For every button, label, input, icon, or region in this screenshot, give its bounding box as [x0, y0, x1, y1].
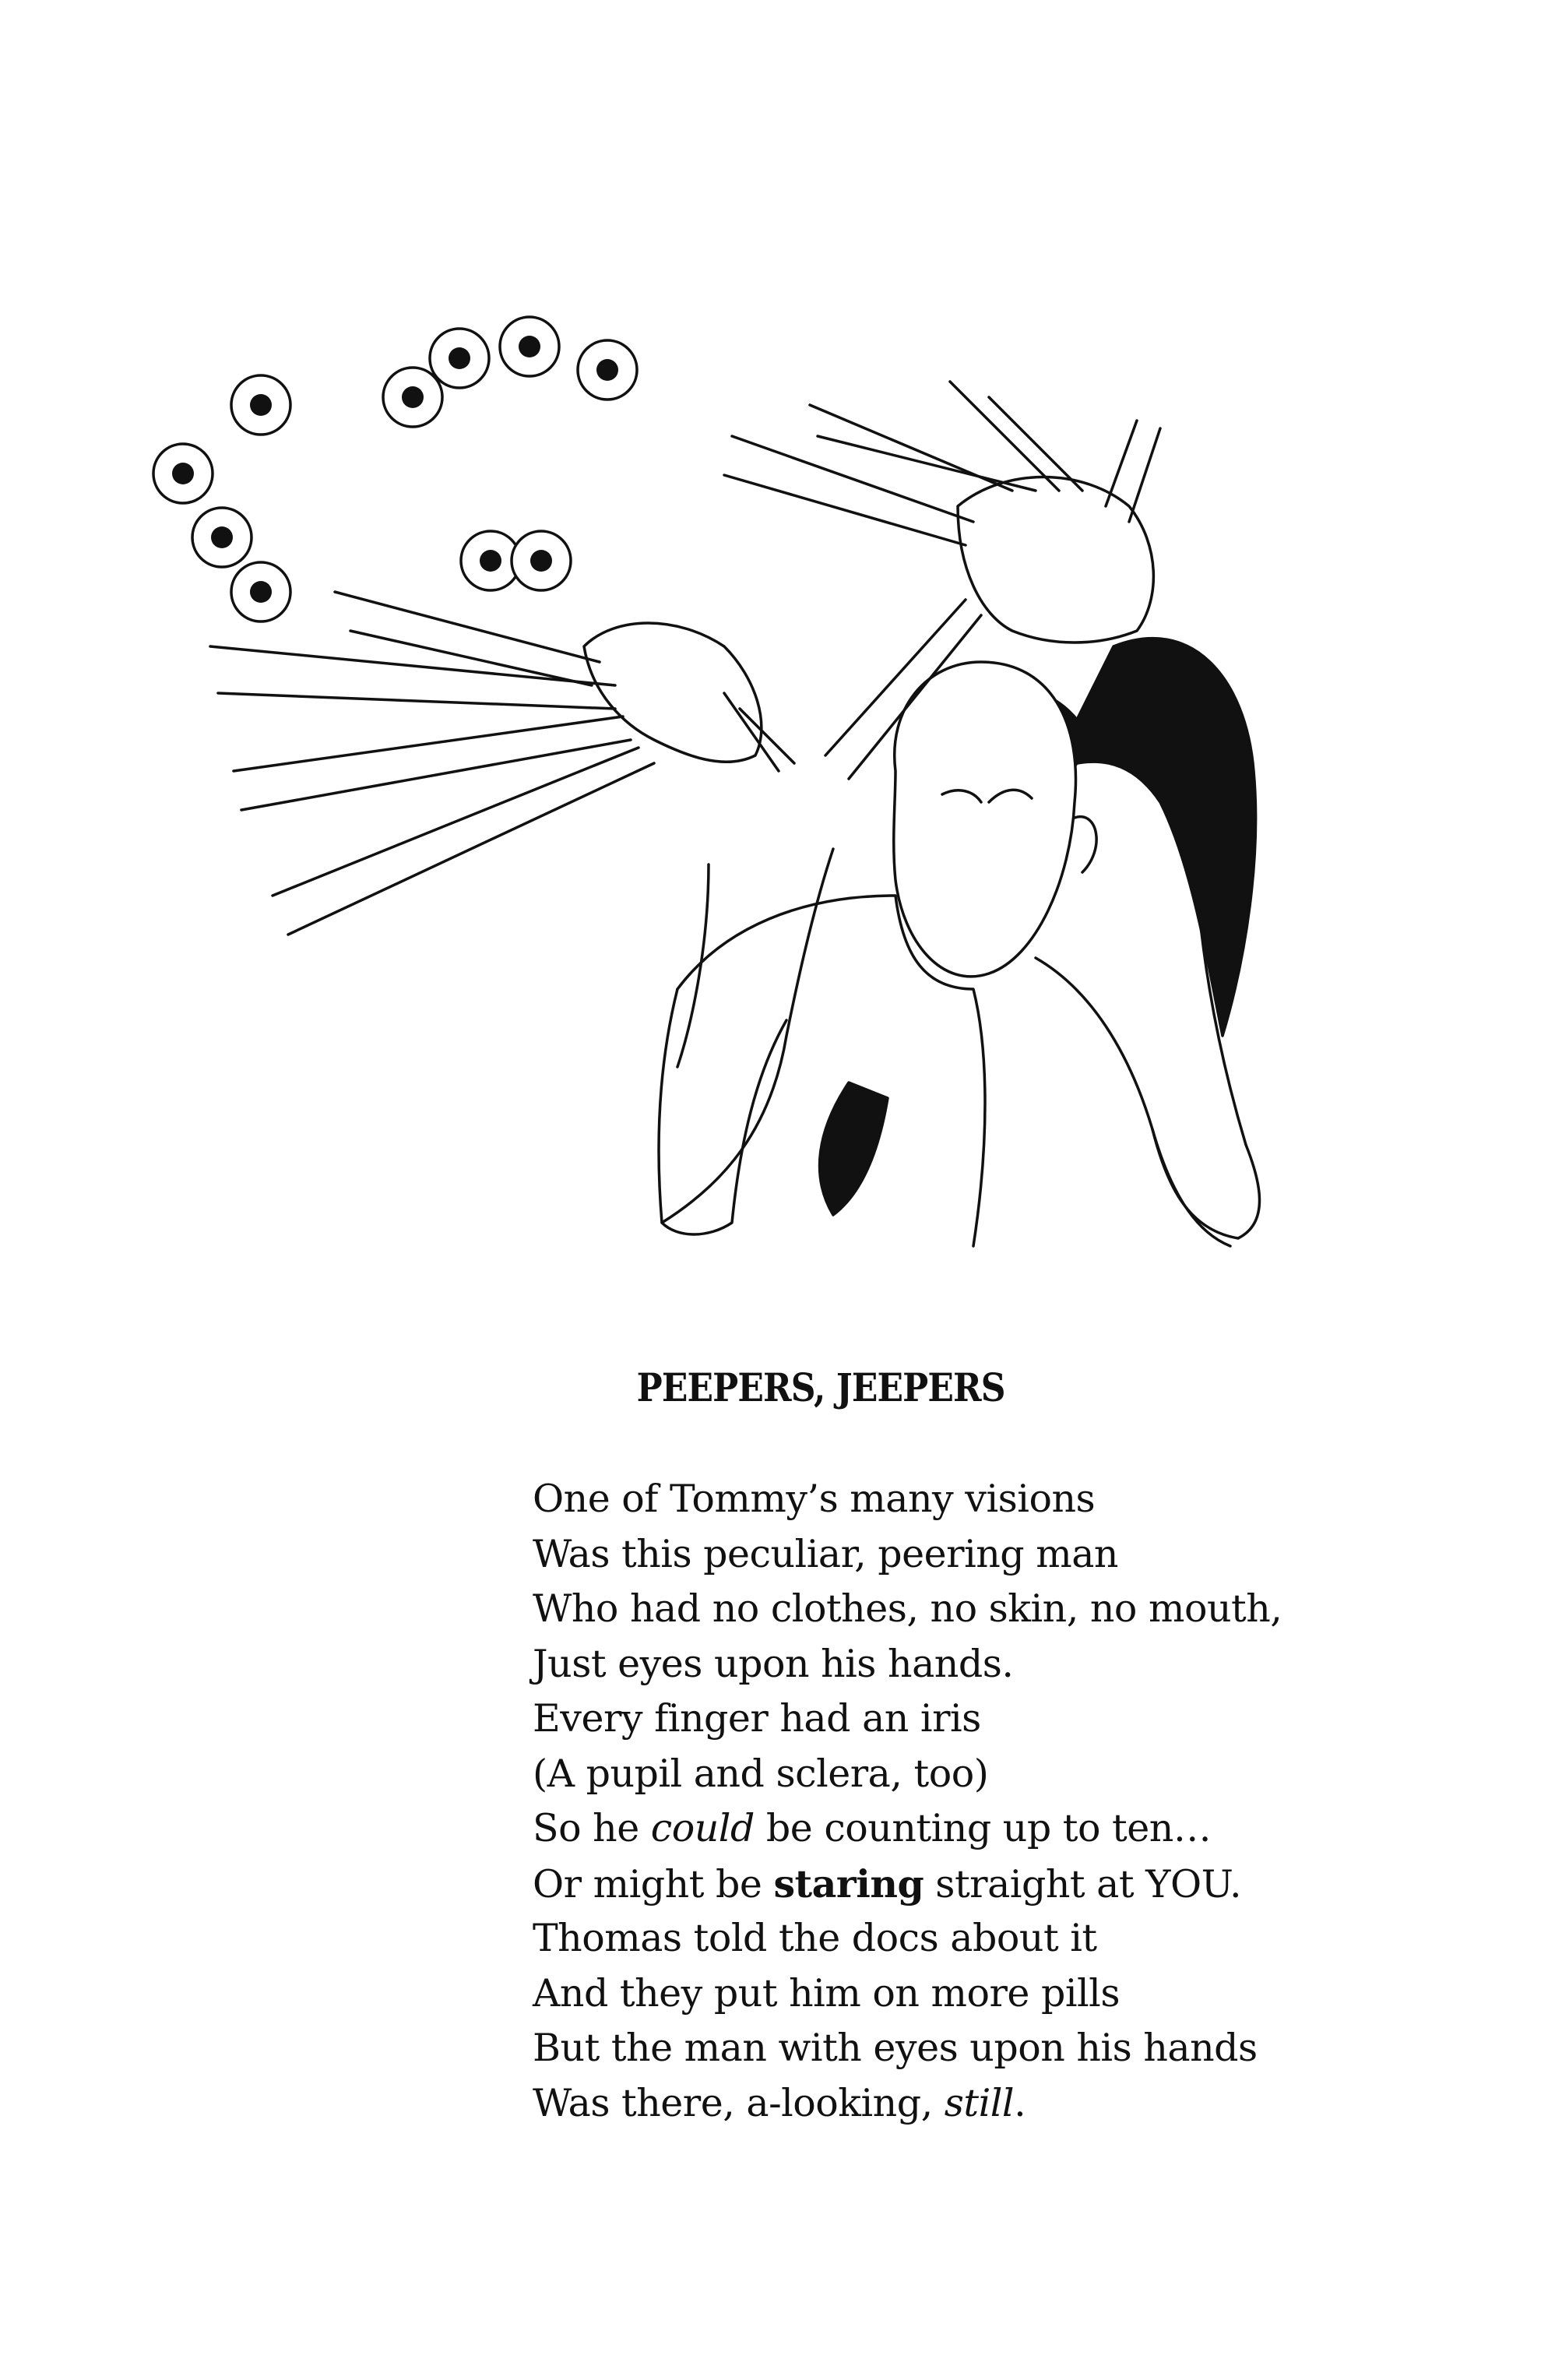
line-text: . [1014, 2080, 1026, 2125]
eyed-hands-icon [117, 210, 1300, 1254]
poem-line: One of Tommy’s many visions [533, 1477, 1096, 1521]
poem-line [533, 1801, 1514, 1857]
line-text: Or might be [533, 1861, 774, 1906]
poem-line: (A pupil and sclera, too) [533, 1751, 989, 1796]
poem-line: Was this peculiar, peering man [533, 1531, 1118, 1576]
line-text: Was there, a-looking, [533, 2080, 945, 2125]
emphasis-text: could [650, 1806, 755, 1850]
poem-line: Who had no clothes, no skin, no mouth, [533, 1586, 1282, 1631]
bold-text: staring [773, 1861, 924, 1906]
poem-line [533, 2076, 1514, 2132]
peering-man-illustration [117, 210, 1300, 1254]
poem-line [533, 1857, 1514, 1912]
poem-title [99, 1364, 1461, 1410]
poem-stanza [533, 1472, 1514, 2131]
line-text: So he [533, 1806, 651, 1850]
poem-line: Every finger had an iris [533, 1696, 981, 1741]
line-text: be counting up to ten… [754, 1806, 1212, 1850]
poem-line: But the man with eyes upon his hands [533, 2026, 1258, 2070]
poem-line: Just eyes upon his hands. [533, 1641, 1014, 1686]
poem-line: And they put him on more pills [533, 1970, 1120, 2016]
line-text: straight at YOU. [924, 1861, 1242, 1906]
poem-line: Thomas told the docs about it [533, 1916, 1097, 1960]
poem-title-text: PEEPERS, JEEPERS [636, 1364, 1005, 1410]
emphasis-text: still [944, 2080, 1015, 2125]
